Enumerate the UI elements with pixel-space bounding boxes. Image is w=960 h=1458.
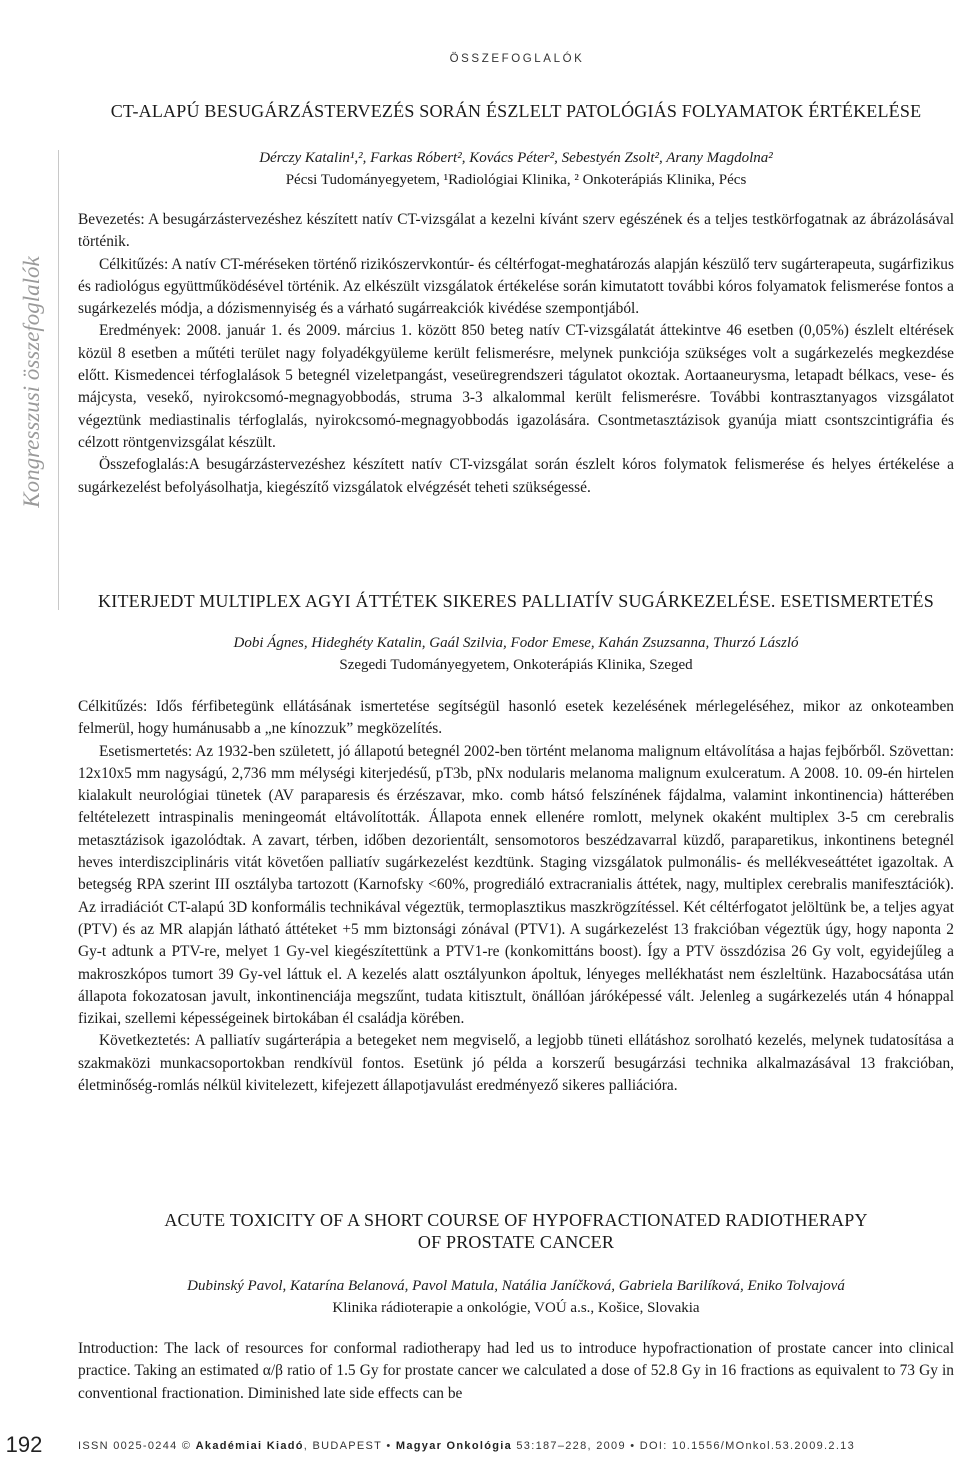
article-2-authors: Dobi Ágnes, Hideghéty Katalin, Gaál Szilvia, Fodor Emese, Kahán Zsuzsanna, Thurzó László <box>233 635 799 651</box>
article-2-affiliation: Szegedi Tudományegyetem, Onkoterápiás Klinika, Szeged <box>339 657 693 673</box>
article-1-introduction: Bevezetés: A besugárzástervezéshez készített natív CT-vizsgálat a kezelni kívánt szerv egészének és a teljes testkörfogatnak az ábrázolásával történik. <box>78 211 954 251</box>
article-3-introduction: Introduction: The lack of resources for conformal radiotherapy had led us to introduce hypofractionation of prostate cancer into clinical practice. Taking an estimated α/β ratio of 1.5 Gy for prostate cancer we calculated a dose of 52.8 Gy in 16 fractions as equivalent to 73 Gy in conventional fractionation. Diminished late side effects can be <box>78 1340 954 1402</box>
footer-issn: ISSN 0025-0244 © <box>78 1440 196 1452</box>
section-label: ÖSSZEFOGLALÓK <box>449 53 585 65</box>
article-2-body <box>78 696 954 1097</box>
footer-citation <box>78 1440 855 1452</box>
article-1-body <box>78 209 954 499</box>
article-1-title: CT-ALAPÚ BESUGÁRZÁSTERVEZÉS SORÁN ÉSZLELT PATOLÓGIÁS FOLYAMATOK ÉRTÉKELÉSE <box>110 101 922 121</box>
article-1-authors: Dérczy Katalin¹,², Farkas Róbert², Kovács Péter², Sebestyén Zsolt², Arany Magdolna² <box>259 150 773 166</box>
footer-journal: Magyar Onkológia <box>395 1440 513 1452</box>
article-3-affiliation: Klinika rádioterapie a onkológie, VOÚ a.s., Košice, Slovakia <box>332 1300 700 1316</box>
article-3-authors: Dubinský Pavol, Katarína Belanová, Pavol Matula, Natália Janíčková, Gabriela Barilíková, Eniko Tolvajová <box>187 1278 845 1294</box>
article-1-results: Eredmények: 2008. január 1. és 2009. március 1. között 850 beteg natív CT-vizsgálatát áttekintve 46 esetben (0,05%) észlelt eltérések közül 8 esetben a műtéti terület nagy folyadékgyüleme került felismerésre, melynek punkciója szükséges volt a sugárkezelés megkezdése előtt. Kismedencei térfoglalások 5 betegnél vizeletpangást, veseüregrendszeri tágulatot okoztak. Aortaaneurysma, letapadt bélkacs, vese- és májcysta, vesekő, nyirokcsomó-megnagyobbodás, struma 3-3 alkalommal került felismerésre. További kontrasztanyagos vizsgálatot végeztünk mediastinalis térfoglalás, nyirokcsomó-megnagyobbodás igazolására. Csontmetasztázisok gyanúja miatt csontszcintigráfia és célzott röntgenvizsgálat készült. <box>78 322 954 451</box>
footer-doi: 53:187–228, 2009 • DOI: 10.1556/MOnkol.53.2009.2.13 <box>512 1440 856 1452</box>
footer-city: , BUDAPEST • <box>303 1440 396 1452</box>
footer-publisher: Akadémiai Kiadó <box>195 1440 304 1452</box>
article-1-objective: Célkitűzés: A natív CT-méréseken történő rizikószervkontúr- és céltérfogat-meghatározás alapján készülő terv sugárterapeuta, sugárfizikus és radiológus együttműködésével történik. Az elkészült vizsgálatok értékelése során kimutatott további kóros folyamatok felismerése fontos a sugárkezelés módja, a dózismennyiség és a várható sugárreakciók kivédése szempontjából. <box>78 255 954 318</box>
article-1-summary: Összefoglalás:A besugárzástervezéshez készített natív CT-vizsgálat során észlelt kóros folymatok felismerése és helyes értékelése a sugárkezelést befolyásolhatja, kiegészítő vizsgálatok elvégzését teheti szükségessé. <box>78 456 954 496</box>
article-2-title: KITERJEDT MULTIPLEX AGYI ÁTTÉTEK SIKERES PALLIATÍV SUGÁRKEZELÉSE. ESETISMERTETÉS <box>98 591 934 611</box>
sidebar-divider <box>58 150 59 610</box>
article-3-body <box>78 1338 954 1405</box>
article-1-affiliation: Pécsi Tudományegyetem, ¹Radiológiai Klinika, ² Onkoterápiás Klinika, Pécs <box>285 172 747 188</box>
sidebar-label: Kongresszusi összefoglalók <box>19 256 44 508</box>
article-2-case-report: Esetismertetés: Az 1932-ben született, jó állapotú betegnél 2002-ben történt melanoma malignum eltávolítása a hajas fejbőrből. Szövettan: 12x10x5 mm nagyságú, 2,736 mm mélységi kiterjedésű, pT3b, pNx nodularis melanoma malignum exulceratum. A 2008. 10. 09-én hirtelen kialakult neurológiai tünetek (AV paraparesis és érzészavar, mko. comb hátsó felszínének fájdalma, valamint inkontinencia) hátterében feltételezett intraspinalis meningeomát eltávolították. Állapota ennek ellenére romlott, melynek okaként multiplex 3-5 cm cerebralis metasztázisok igazolódtak. A zavart, térben, időben dezorientált, sensomotoros beszédzavarral küzdő, paraparetikus, inkontinens betegnél heves interdiszciplináris vitát követően palliatív sugárkezelést kezdtünk. Staging vizsgálatok pulmonális- és mellékveseáttétet igazoltak. A betegség RPA szerint III osztályba tartozott (Karnofsky <60%, progrediáló extracranialis áttétek, nagy, multiplex cerebralis manifesztációk). Az irradiációt CT-alapú 3D konformális technikával végeztük, termoplasztikus maszkrögzítéssel. Két céltérfogatot jelöltünk be, a teljes agyat (PTV) és az MR alapján látható áttéteket +5 mm biztonsági zónával (PTV1). A sugárkezelést 13 frakcióban végeztük úgy, hogy naponta 2 Gy-t adtunk a PTV-re, melyet 1 Gy-vel kiegészítettünk a PTV1-re (konkomittáns boost). Így a PTV összdózisa 26 Gy volt, egyidejűleg a makroszkópos tumort 39 Gy-vel láttuk el. A kezelés alatt osztályunkon ápoltuk, lényeges mellékhatást nem észleltünk. Hazabocsátása után állapota fokozatosan javult, inkontinenciája megszűnt, tudata kitisztult, önállóan járóképessé vált. Jelenleg a sugárkezelés után 4 hónappal fizikai, szellemi képességeinek birtokában él családja körében. <box>78 742 954 1028</box>
page-number: 192 <box>5 1432 43 1457</box>
article-2-objective: Célkitűzés: Idős férfibetegünk ellátásának ismertetése segítségül hasonló esetek kezelésének mérlegeléséhez, mikor az onkoteamben felmerül, hogy humánusabb a „ne kínozzuk” megközelítés. <box>78 698 954 738</box>
article-3-title: ACUTE TOXICITY OF A SHORT COURSE OF HYPOFRACTIONATED RADIOTHERAPY OF PROSTATE CANCER <box>164 1210 868 1252</box>
article-2-conclusion: Következtetés: A palliatív sugárterápia a betegeket nem megviselő, a legjobb tüneti ellátáshoz sorolható kezelés, melynek tudatosítása a szakmaközi munkacsoportokban rendkívül fontos. Esetünk jó példa a korszerű besugárzási technika alkalmazásával 13 frakcióban, életminőség-romlás nélkül kivitelezett, kifejezett állapotjavulást eredményező sikeres palliációra. <box>78 1032 954 1095</box>
